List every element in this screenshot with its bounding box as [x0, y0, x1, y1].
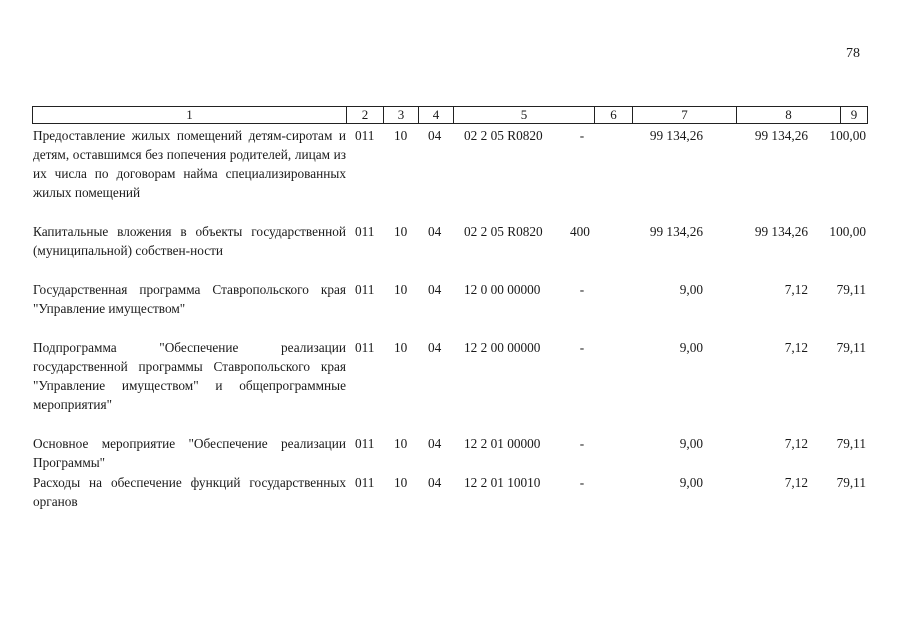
row-description: Расходы на обеспечение функций государственных органов — [33, 475, 346, 509]
row-cell-8: 7,12 — [784, 340, 808, 355]
row-cell-4: 04 — [428, 224, 442, 239]
header-cell-8: 8 — [736, 106, 840, 124]
header-cell-7: 7 — [632, 106, 736, 124]
row-cell-6: - — [579, 475, 585, 490]
row-cell-6: - — [579, 128, 585, 143]
header-cell-9: 9 — [840, 106, 868, 124]
table-header — [32, 106, 868, 124]
row-cell-5: 02 2 05 R0820 — [464, 128, 543, 143]
row-cell-2: 011 — [355, 475, 375, 490]
row-cell-4: 04 — [428, 475, 442, 490]
row-cell-8: 7,12 — [784, 282, 808, 297]
header-cell-1: 1 — [32, 106, 346, 124]
row-cell-7: 9,00 — [679, 340, 703, 355]
row-cell-8: 7,12 — [784, 436, 808, 451]
row-cell-9: 100,00 — [829, 224, 866, 239]
row-description: Капитальные вложения в объекты государственной (муниципальной) собствен-ности — [33, 224, 346, 258]
row-cell-3: 10 — [394, 282, 408, 297]
row-cell-7: 9,00 — [679, 282, 703, 297]
row-cell-4: 04 — [428, 128, 442, 143]
row-description: Подпрограмма "Обеспечение реализации государственной программы Ставропольского края "Управление имуществом" и общепрограммные мероприятия" — [33, 340, 346, 412]
page-number: 78 — [846, 46, 860, 61]
row-cell-9: 79,11 — [836, 436, 866, 451]
header-cell-3: 3 — [383, 106, 418, 124]
row-cell-2: 011 — [355, 436, 375, 451]
row-cell-6: - — [579, 282, 585, 297]
header-cell-4: 4 — [418, 106, 453, 124]
row-cell-6: - — [579, 340, 585, 355]
row-cell-2: 011 — [355, 282, 375, 297]
row-cell-6: 400 — [570, 224, 590, 239]
header-cell-5: 5 — [453, 106, 594, 124]
row-cell-5: 12 0 00 00000 — [464, 282, 541, 297]
row-cell-4: 04 — [428, 340, 442, 355]
row-cell-9: 100,00 — [829, 128, 866, 143]
row-cell-3: 10 — [394, 475, 408, 490]
row-cell-2: 011 — [355, 340, 375, 355]
row-cell-7: 99 134,26 — [649, 224, 703, 239]
row-cell-8: 99 134,26 — [754, 224, 808, 239]
row-cell-5: 12 2 00 00000 — [464, 340, 541, 355]
row-cell-8: 7,12 — [784, 475, 808, 490]
row-cell-6: - — [579, 436, 585, 451]
row-cell-3: 10 — [394, 128, 408, 143]
row-cell-3: 10 — [394, 436, 408, 451]
row-cell-5: 12 2 01 10010 — [464, 475, 541, 490]
row-description: Предоставление жилых помещений детям-сиротам и детям, оставшимся без попечения родителей, лицам из их числа по договорам найма специализированных жилых помещений — [33, 128, 346, 200]
row-cell-3: 10 — [394, 340, 408, 355]
row-description: Основное мероприятие "Обеспечение реализации Программы" — [33, 436, 346, 470]
row-cell-9: 79,11 — [836, 475, 866, 490]
header-cell-2: 2 — [346, 106, 383, 124]
row-cell-5: 02 2 05 R0820 — [464, 224, 543, 239]
row-cell-5: 12 2 01 00000 — [464, 436, 541, 451]
row-description: Государственная программа Ставропольского края "Управление имуществом" — [33, 282, 346, 316]
row-cell-9: 79,11 — [836, 282, 866, 297]
row-cell-2: 011 — [355, 224, 375, 239]
row-cell-2: 011 — [355, 128, 375, 143]
row-cell-9: 79,11 — [836, 340, 866, 355]
row-cell-7: 9,00 — [679, 436, 703, 451]
row-cell-7: 9,00 — [679, 475, 703, 490]
row-cell-4: 04 — [428, 282, 442, 297]
row-cell-7: 99 134,26 — [649, 128, 703, 143]
header-cell-6: 6 — [594, 106, 632, 124]
row-cell-4: 04 — [428, 436, 442, 451]
row-cell-8: 99 134,26 — [754, 128, 808, 143]
row-cell-3: 10 — [394, 224, 408, 239]
